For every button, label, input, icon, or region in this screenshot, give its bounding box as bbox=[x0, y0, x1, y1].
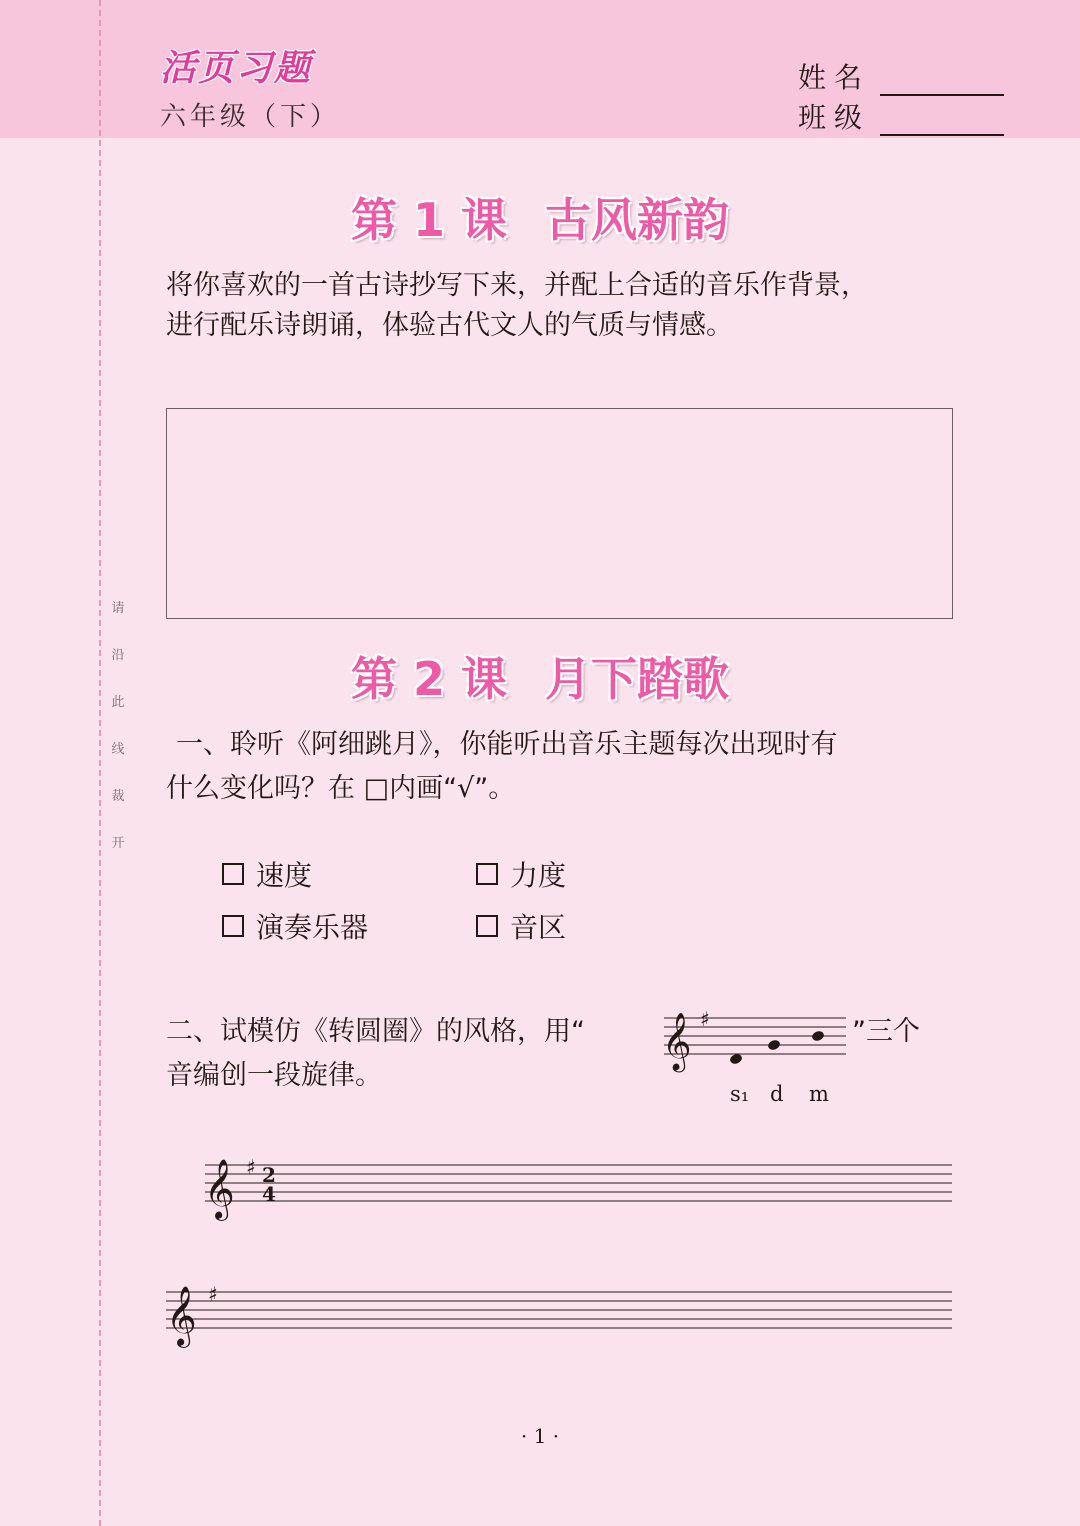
class-blank[interactable] bbox=[880, 104, 1004, 136]
lesson2-name: 月下踏歌 bbox=[545, 652, 730, 706]
sharp-icon: ♯ bbox=[700, 1007, 710, 1031]
checkbox[interactable] bbox=[476, 863, 498, 885]
student-info bbox=[798, 56, 1004, 136]
option-register[interactable] bbox=[476, 906, 566, 946]
option-speed[interactable] bbox=[222, 854, 312, 894]
sharp-icon: ♯ bbox=[246, 1155, 256, 1179]
checkbox[interactable] bbox=[222, 863, 244, 885]
class-label: 班级 bbox=[798, 101, 871, 134]
note-d bbox=[767, 1039, 781, 1052]
option-label: 力度 bbox=[510, 859, 567, 892]
option-dynamics[interactable] bbox=[476, 854, 566, 894]
poem-writing-box[interactable] bbox=[166, 408, 953, 619]
staff-2[interactable] bbox=[162, 1265, 955, 1355]
cut-guide-text bbox=[108, 585, 128, 867]
lesson2-number: 第 2 课 bbox=[350, 652, 508, 706]
cut-char: 开 bbox=[111, 836, 125, 851]
treble-clef-icon: 𝄞 bbox=[166, 1286, 197, 1346]
grade-label: 六年级（下） bbox=[160, 102, 341, 132]
class-field bbox=[798, 96, 1004, 136]
cut-char: 沿 bbox=[111, 648, 125, 663]
example-staff bbox=[660, 1000, 850, 1080]
option-instruments[interactable] bbox=[222, 906, 368, 946]
instruction-line: 将你喜欢的一首古诗抄写下来，并配上合适的音乐作背景， bbox=[166, 270, 868, 301]
lesson2-title bbox=[0, 643, 1080, 709]
time-sig-bottom: 4 bbox=[262, 1182, 276, 1206]
lesson1-number: 第 1 课 bbox=[350, 193, 508, 247]
sharp-icon: ♯ bbox=[208, 1282, 218, 1306]
lesson1-instruction bbox=[166, 266, 956, 346]
question2-line2: 音编创一段旋律。 bbox=[166, 1060, 382, 1091]
solfa-s1: s₁ bbox=[730, 1082, 750, 1106]
note-s1 bbox=[729, 1053, 743, 1066]
question-line: 一、聆听《阿细跳月》，你能听出音乐主题每次出现时有 bbox=[176, 729, 838, 760]
note-m bbox=[811, 1030, 825, 1043]
solfa-d: d bbox=[770, 1082, 784, 1106]
option-label: 演奏乐器 bbox=[256, 911, 369, 944]
question2-suffix: ”三个 bbox=[852, 1016, 920, 1047]
question-line: 什么变化吗？在 □内画“√”。 bbox=[166, 773, 516, 804]
name-blank[interactable] bbox=[880, 64, 1004, 96]
cut-char: 此 bbox=[111, 695, 125, 710]
staff-1[interactable] bbox=[200, 1140, 955, 1230]
checkbox[interactable] bbox=[476, 915, 498, 937]
treble-clef-icon: 𝄞 bbox=[662, 1012, 692, 1070]
option-label: 音区 bbox=[510, 911, 567, 944]
treble-clef-icon: 𝄞 bbox=[204, 1159, 235, 1219]
question2-prefix: 二、试模仿《转圆圈》的风格，用“ bbox=[166, 1016, 585, 1047]
cut-char: 线 bbox=[111, 742, 125, 757]
cut-char: 裁 bbox=[111, 789, 125, 804]
name-label: 姓名 bbox=[798, 61, 871, 94]
brand-title: 活页习题 bbox=[160, 48, 313, 89]
time-sig-top: 2 bbox=[262, 1163, 276, 1187]
page-number: · 1 · bbox=[520, 1424, 560, 1448]
checkbox[interactable] bbox=[222, 915, 244, 937]
lesson1-title bbox=[0, 184, 1080, 250]
lesson1-name: 古风新韵 bbox=[545, 193, 730, 247]
instruction-line: 进行配乐诗朗诵，体验古代文人的气质与情感。 bbox=[166, 310, 733, 341]
solfa-m: m bbox=[809, 1082, 829, 1106]
option-label: 速度 bbox=[256, 859, 313, 892]
name-field bbox=[798, 56, 1004, 96]
cut-char: 请 bbox=[111, 601, 125, 616]
question1 bbox=[166, 723, 956, 811]
